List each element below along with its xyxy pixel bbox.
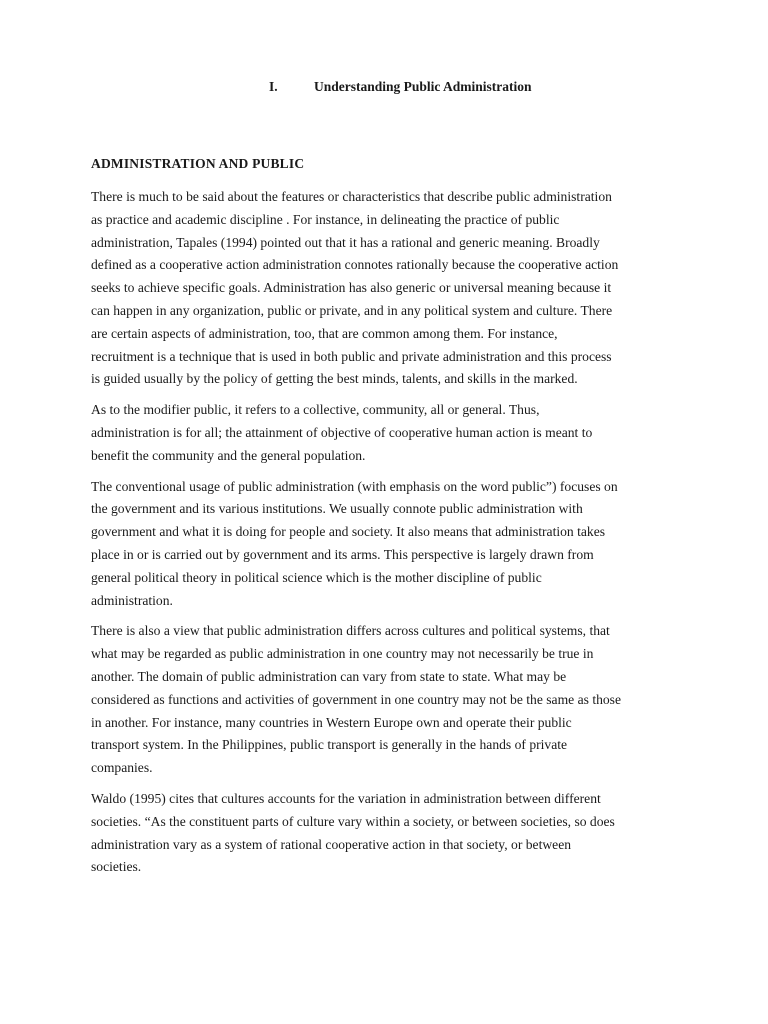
- text-line: considered as functions and activities of government in one country may not be the same as those: [91, 691, 622, 707]
- text-line: benefit the community and the general population.: [91, 447, 366, 463]
- text-line: administration.: [91, 592, 173, 608]
- text-line: The conventional usage of public administration (with emphasis on the word public”) focuses on: [91, 478, 618, 494]
- paragraph-3: [91, 476, 681, 613]
- text-line: There is also a view that public administration differs across cultures and political systems, that: [91, 623, 610, 639]
- text-line: seeks to achieve specific goals. Administration has also generic or universal meaning because it: [91, 280, 612, 296]
- text-line: transport system. In the Philippines, public transport is generally in the hands of private: [91, 737, 568, 753]
- text-line: There is much to be said about the features or characteristics that describe public administration: [91, 189, 612, 204]
- text-line: recruitment is a technique that is used in both public and private administration and this process: [91, 348, 612, 364]
- text-line: is guided usually by the policy of getting the best minds, talents, and skills in the marked.: [91, 371, 578, 387]
- paragraph-1: [91, 186, 681, 391]
- chapter-number: I.: [269, 79, 278, 94]
- paragraph-4: [91, 620, 681, 780]
- text-line: societies. “As the constituent parts of culture vary within a society, or between societies, so does: [91, 813, 615, 829]
- paragraph-2: [91, 399, 681, 467]
- text-line: the government and its various institutions. We usually connote public administration with: [91, 501, 583, 517]
- text-line: can happen in any organization, public or private, and in any political system and culture. There: [91, 302, 613, 318]
- body-text: [91, 186, 681, 887]
- section-title: ADMINISTRATION AND PUBLIC: [91, 156, 305, 171]
- text-line: As to the modifier public, it refers to a collective, community, all or general. Thus,: [91, 402, 540, 418]
- chapter-heading: [0, 79, 768, 97]
- text-line: are certain aspects of administration, too, that are common among them. For instance,: [91, 325, 558, 341]
- text-line: government and what it is doing for people and society. It also means that administration takes: [91, 524, 606, 540]
- paragraph-5: [91, 788, 681, 879]
- text-line: general political theory in political science which is the mother discipline of public: [91, 569, 542, 585]
- text-line: administration is for all; the attainment of objective of cooperative human action is meant to: [91, 424, 593, 440]
- text-line: what may be regarded as public administration in one country may not necessarily be true in: [91, 646, 594, 662]
- text-line: administration vary as a system of rational cooperative action in that society, or between: [91, 836, 572, 852]
- text-line: companies.: [91, 760, 153, 776]
- text-line: administration, Tapales (1994) pointed out that it has a rational and generic meaning. Broadly: [91, 234, 600, 250]
- text-line: place in or is carried out by government and its arms. This perspective is largely drawn from: [91, 546, 594, 562]
- text-line: as practice and academic discipline . For instance, in delineating the practice of public: [91, 211, 560, 227]
- text-line: defined as a cooperative action administration connotes rationally because the cooperative action: [91, 257, 619, 273]
- text-line: Waldo (1995) cites that cultures accounts for the variation in administration between different: [91, 790, 601, 806]
- text-line: in another. For instance, many countries in Western Europe own and operate their public: [91, 714, 572, 730]
- text-line: societies.: [91, 859, 142, 875]
- chapter-title: Understanding Public Administration: [314, 79, 532, 94]
- text-line: another. The domain of public administration can vary from state to state. What may be: [91, 668, 567, 684]
